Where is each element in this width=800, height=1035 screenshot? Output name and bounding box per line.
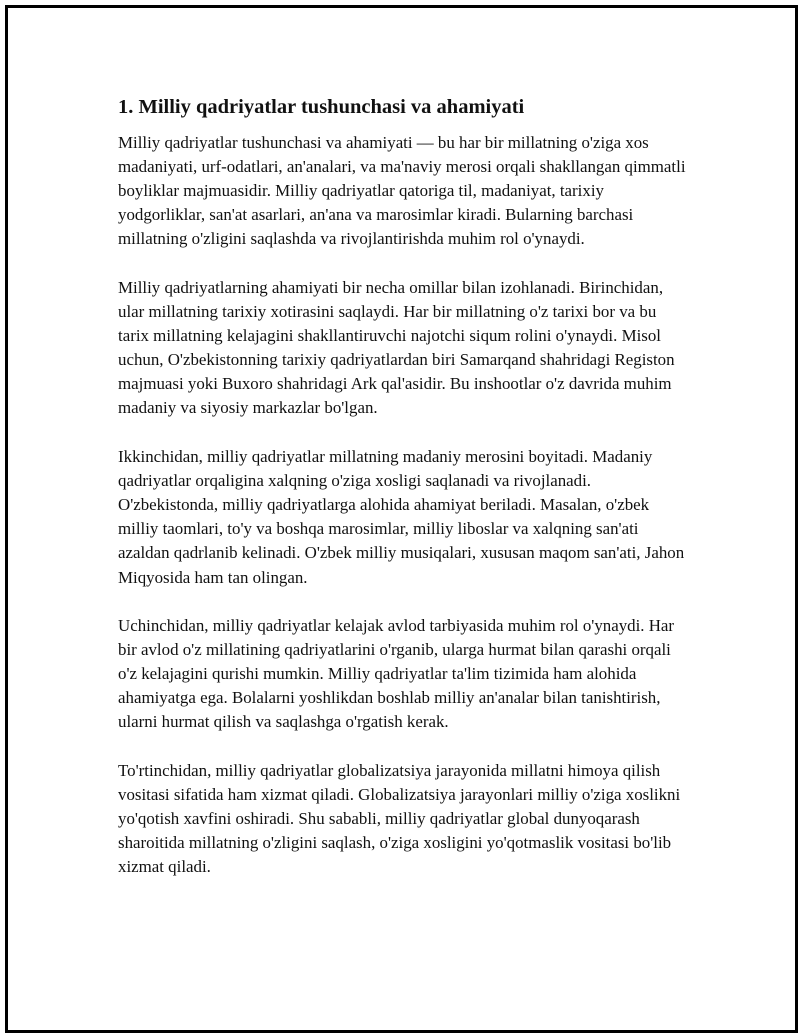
paragraph-importance: Milliy qadriyatlarning ahamiyati bir necha omillar bilan izohlanadi. Birinchidan, ular millatning tarixiy xotirasini saqlaydi. Har bir millatning o'z tarixi bor va bu tarix millatning kelajagini shakllantiruvchi najotchi siqum rolini o'ynaydi. Misol uchun, O'zbekistonning tarixiy qadriyatlardan biri Samarqand shahridagi Registon majmuasi yoki Buxoro shahridagi Ark qal'asidir. Bu inshootlar o'z davrida muhim madaniy va siyosiy markazlar bo'lgan. [118, 277, 675, 418]
document-body [118, 93, 688, 904]
paragraph-definition: Milliy qadriyatlar tushunchasi va ahamiyati — bu har bir millatning o'ziga xos madaniyati, urf-odatlari, an'analari, va ma'naviy merosi orqali shakllangan qimmatli boyliklar majmuasidir. Milliy qadriyatlar qatoriga til, madaniyat, tarixiy yodgorliklar, san'at asarlari, an'ana va marosimlar kiradi. Bularning barchasi millatning o'zligini saqlashda va rivojlantirishda muhim rol o'ynaydi. [118, 133, 686, 249]
paragraph-second-point: Ikkinchidan, milliy qadriyatlar millatning madaniy merosini boyitadi. Madaniy qadriyatlar orqaligina xalqning o'ziga xosligi saqlanadi va rivojlanadi. O'zbekistonda, milliy qadriyatlarga alohida ahamiyat beriladi. Masalan, o'zbek milliy taomlari, to'y va boshqa marosimlar, milliy liboslar va xalqning san'ati azaldan qadrlanib kelinadi. O'zbek milliy musiqalari, xususan maqom san'ati, Jahon Miqyosida ham tan olingan. [118, 447, 685, 587]
paragraph-fourth-point: To'rtinchidan, milliy qadriyatlar globalizatsiya jarayonida millatni himoya qilish vositasi sifatida ham xizmat qiladi. Globalizatsiya jarayonlari milliy o'ziga xoslikni yo'qotish xavfini oshiradi. Shu sababli, milliy qadriyatlar global dunyoqarash sharoitida millatning o'zligini saqlash, o'ziga xosligini yo'qotmaslik vositasi bo'lib xizmat qiladi. [118, 761, 681, 877]
paragraph-third-point: Uchinchidan, milliy qadriyatlar kelajak avlod tarbiyasida muhim rol o'ynaydi. Har bir avlod o'z millatining qadriyatlarini o'rganib, ularga hurmat bilan qarashi orqali o'z kelajagini qurishi mumkin. Milliy qadriyatlar ta'lim tizimida ham alohida ahamiyatga ega. Bolalarni yoshlikdan boshlab milliy an'analar bilan tanishtirish, ularni hurmat qilish va saqlashga o'rgatish kerak. [118, 616, 675, 732]
section-heading: 1. Milliy qadriyatlar tushunchasi va ahamiyati [118, 96, 525, 118]
